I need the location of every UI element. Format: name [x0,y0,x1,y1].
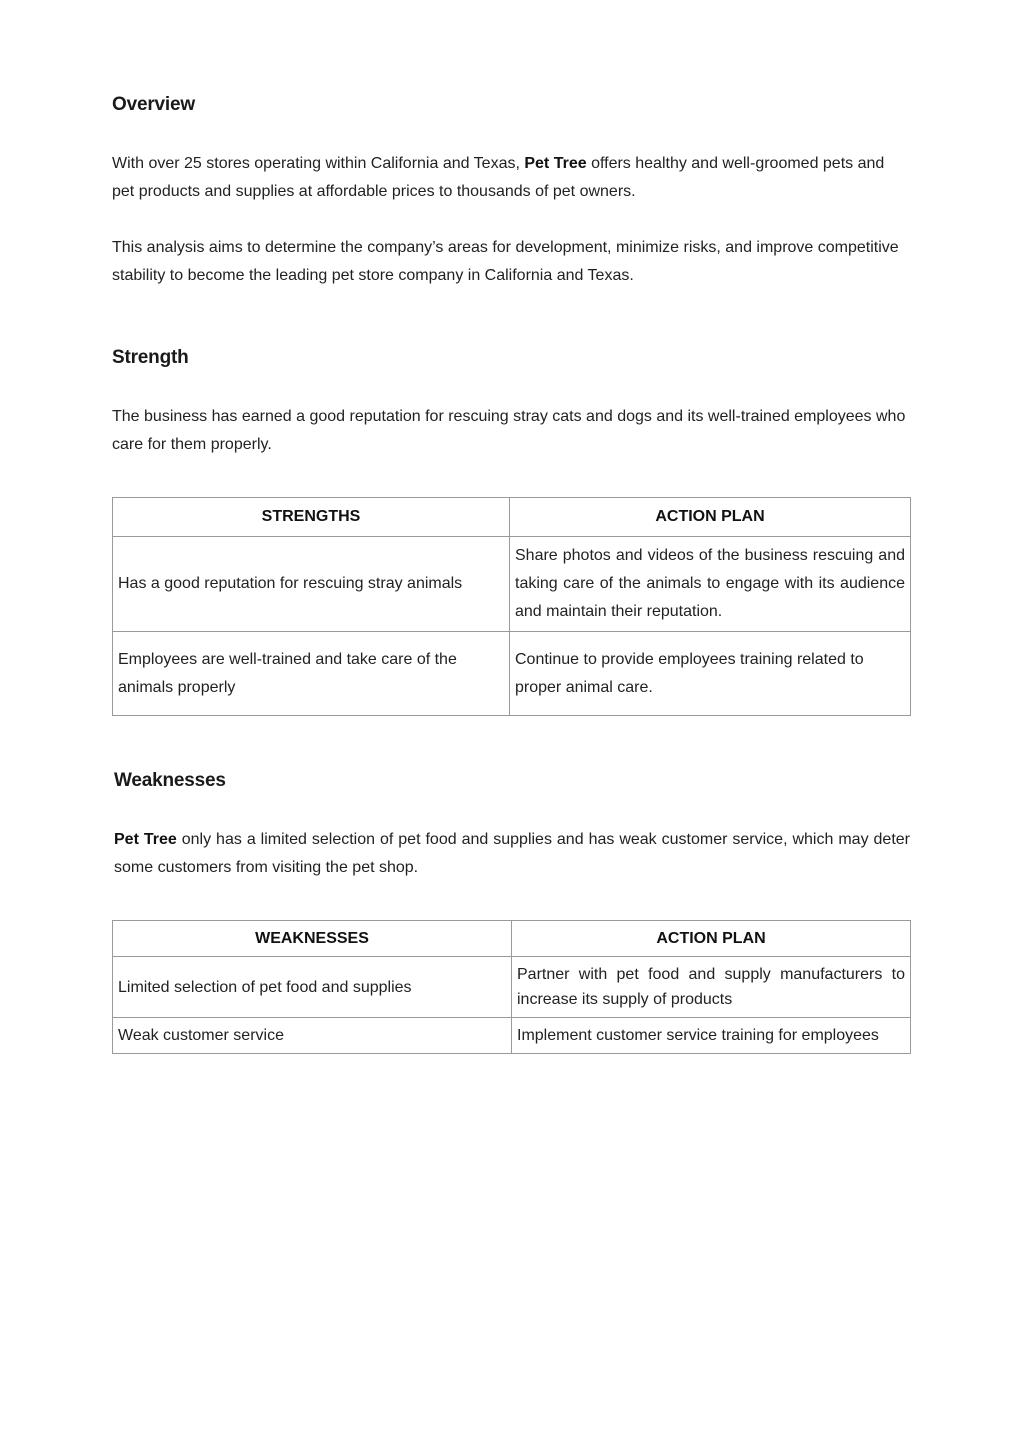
overview-text-lead: With over 25 stores operating within California and Texas, [112,155,525,172]
table-header-row [113,498,911,537]
table-row [113,632,911,716]
strength-heading: Strength [112,347,189,368]
table-cell: Continue to provide employees training related to proper animal care. [510,632,911,716]
weaknesses-heading: Weaknesses [114,770,226,791]
overview-paragraph-2: This analysis aims to determine the company’s areas for development, minimize risks, and improve competitive stability to become the leading pet store company in California and Texas. [112,239,899,284]
company-name: Pet Tree [114,831,177,848]
table-header-row [113,921,911,957]
table-cell: Implement customer service training for employees [512,1018,911,1054]
table-cell: Partner with pet food and supply manufacturers to increase its supply of products [512,957,911,1018]
table-cell: Share photos and videos of the business rescuing and taking care of the animals to engage with its audience and maintain their reputation. [510,537,911,632]
overview-paragraph-1 [112,150,910,206]
table-cell: Has a good reputation for rescuing stray animals [113,537,510,632]
table-cell: Limited selection of pet food and supplies [113,957,512,1018]
table-cell: Weak customer service [113,1018,512,1054]
overview-heading: Overview [112,94,195,115]
table-cell: Employees are well-trained and take care of the animals properly [113,632,510,716]
table-header-action-plan: ACTION PLAN [512,921,911,957]
table-header-weaknesses: WEAKNESSES [113,921,512,957]
strengths-table [112,497,911,716]
company-name: Pet Tree [524,155,587,172]
weaknesses-table [112,920,911,1054]
weaknesses-text: only has a limited selection of pet food and supplies and has weak customer service, which may deter some customers from visiting the pet shop. [114,831,910,876]
table-header-strengths: STRENGTHS [113,498,510,537]
weaknesses-paragraph [114,826,910,882]
table-row [113,1018,911,1054]
strength-paragraph: The business has earned a good reputation for rescuing stray cats and dogs and its well-trained employees who care for them properly. [112,408,906,453]
table-header-action-plan: ACTION PLAN [510,498,911,537]
overview-text-rest: offers healthy and well-groomed pets and pet products and supplies at affordable prices to thousands of pet owners. [112,155,885,200]
table-row [113,957,911,1018]
table-row [113,537,911,632]
